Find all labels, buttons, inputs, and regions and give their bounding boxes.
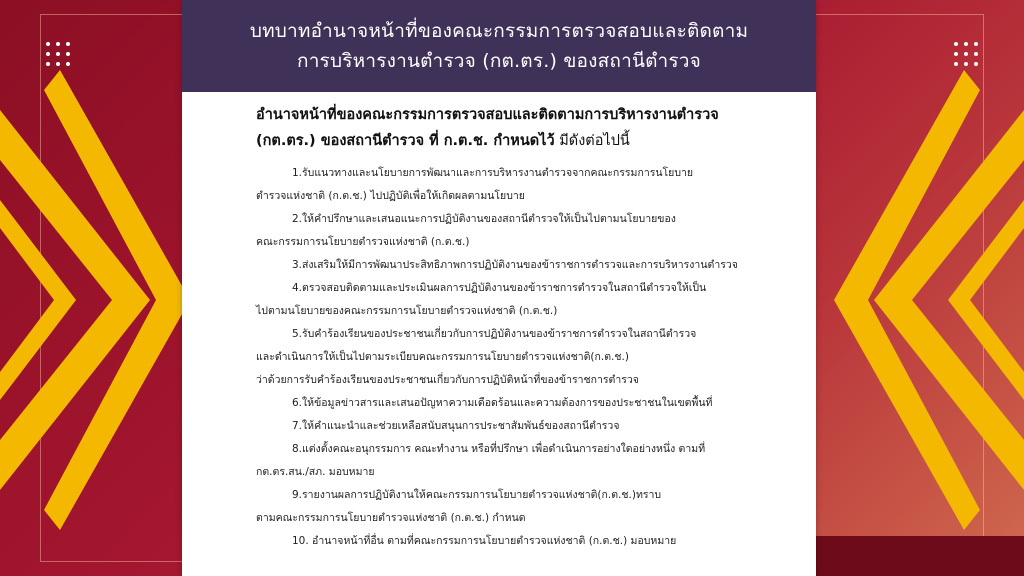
item-1-line-2: ตำรวจแห่งชาติ (ก.ต.ช.) ไปปฏิบัติเพื่อให้เกิดผลตามนโยบาย [256,190,525,202]
list-item [256,323,764,392]
list-item [256,277,764,323]
bottom-decor-strip [816,536,1024,576]
item-8-line-2: กต.ตร.สน./สภ. มอบหมาย [256,466,375,478]
item-3-line-1: 3.ส่งเสริมให้มีการพัฒนาประสิทธิภาพการปฏิบัติงานของข้าราชการตำรวจและการบริหารงานตำรวจ [292,259,738,271]
title-line-1: บทบาทอำนาจหน้าที่ของคณะกรรมการตรวจสอบและติดตาม [249,20,749,42]
list-item [256,208,764,254]
heading-line-1: อำนาจหน้าที่ของคณะกรรมการตรวจสอบและติดตามการบริหารงานตำรวจ [256,107,719,123]
page-header [182,0,816,92]
list-item [256,530,764,553]
chevron-decoration-left [0,0,190,576]
item-5-line-3: ว่าด้วยการรับคำร้องเรียนของประชาชนเกี่ยวกับการปฏิบัติหน้าที่ของข้าราชการตำรวจ [256,374,639,386]
document-panel [182,0,816,576]
item-8-line-1: 8.แต่งตั้งคณะอนุกรรมการ คณะทำงาน หรือที่ปรึกษา เพื่อดำเนินการอย่างใดอย่างหนึ่ง ตามที่ [292,443,706,455]
item-5-line-2: และดำเนินการให้เป็นไปตามระเบียบคณะกรรมการนโยบายตำรวจแห่งชาติ(ก.ต.ช.) [256,351,629,363]
item-5-line-1: 5.รับคำร้องเรียนของประชาชนเกี่ยวกับการปฏิบัติงานของข้าราชการตำรวจในสถานีตำรวจ [292,328,697,340]
dots-grid-icon-left [46,42,70,66]
dots-grid-icon-right [954,42,978,66]
section-heading [256,102,764,154]
item-4-line-2: ไปตามนโยบายของคณะกรรมการนโยบายตำรวจแห่งชาติ (ก.ต.ช.) [256,305,558,317]
item-10-line-1: 10. อำนาจหน้าที่อื่น ตามที่คณะกรรมการนโยบายตำรวจแห่งชาติ (ก.ต.ช.) มอบหมาย [292,535,677,547]
list-item [256,392,764,415]
item-1-line-1: 1.รับแนวทางและนโยบายการพัฒนาและการบริหารงานตำรวจจากคณะกรรมการนโยบาย [292,167,694,179]
list-item [256,162,764,208]
heading-line-2: (กต.ตร.) ของสถานีตำรวจ ที่ ก.ต.ช. กำหนดไว้ [256,133,555,149]
document-content [182,92,816,553]
list-item [256,484,764,530]
list-item [256,254,764,277]
item-9-line-1: 9.รายงานผลการปฏิบัติงานให้คณะกรรมการนโยบายตำรวจแห่งชาติ(ก.ต.ช.)ทราบ [292,489,662,501]
title-line-2: การบริหารงานตำรวจ (กต.ตร.) ของสถานีตำรวจ [296,50,701,72]
item-6-line-1: 6.ให้ข้อมูลข่าวสารและเสนอปัญหาความเดือดร้อนและความต้องการของประชาชนในเขตพื้นที่ [292,397,713,409]
item-4-line-1: 4.ตรวจสอบติดตามและประเมินผลการปฏิบัติงานของข้าราชการตำรวจในสถานีตำรวจให้เป็น [292,282,707,294]
item-9-line-2: ตามคณะกรรมการนโยบายตำรวจแห่งชาติ (ก.ต.ช.) กำหนด [256,512,526,524]
item-7-line-1: 7.ให้คำแนะนำและช่วยเหลือสนับสนุนการประชาสัมพันธ์ของสถานีตำรวจ [292,420,620,432]
list-item [256,438,764,484]
heading-suffix: มีดังต่อไปนี้ [554,133,630,149]
item-2-line-1: 2.ให้คำปรึกษาและเสนอแนะการปฏิบัติงานของสถานีตำรวจให้เป็นไปตามนโยบายของ [292,213,676,225]
list-item [256,415,764,438]
chevron-decoration-right [834,0,1024,576]
item-2-line-2: คณะกรรมการนโยบายตำรวจแห่งชาติ (ก.ต.ช.) [256,236,470,248]
